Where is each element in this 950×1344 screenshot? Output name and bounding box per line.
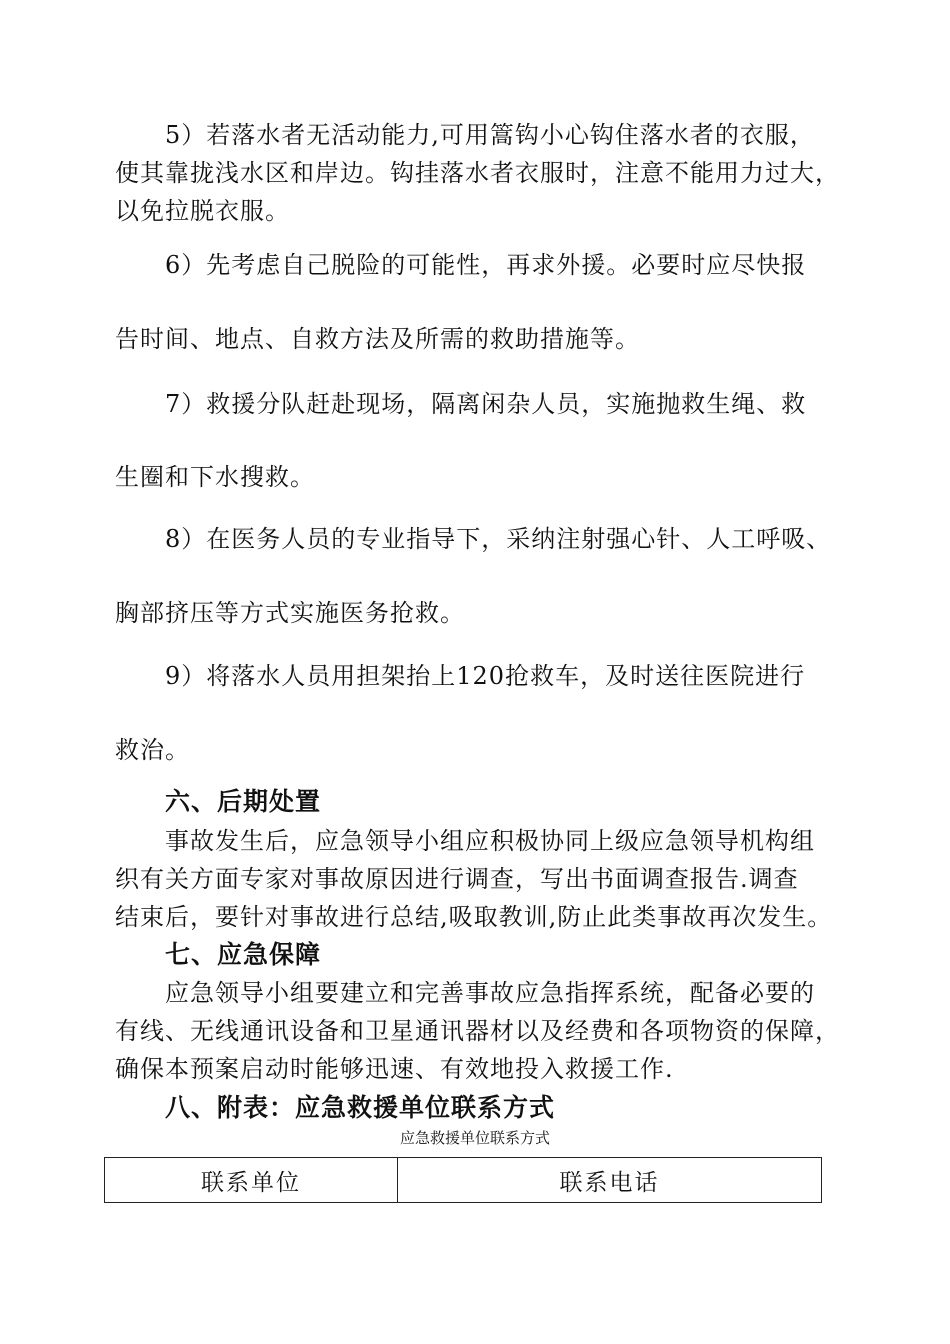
section-7-line-3: 确保本预案启动时能够迅速、有效地投入救援工作. bbox=[115, 1055, 674, 1083]
column-header-phone: 联系电话 bbox=[398, 1158, 822, 1203]
p9-line-2: 救治。 bbox=[115, 736, 190, 764]
p7-line-2: 生圈和下水搜救。 bbox=[115, 463, 315, 491]
table-header-row bbox=[105, 1158, 822, 1203]
section-7-line-2: 有线、无线通讯设备和卫星通讯器材以及经费和各项物资的保障， bbox=[115, 1017, 840, 1045]
p7-line-1: 7）救援分队赶赴现场，隔离闲杂人员，实施抛救生绳、救 bbox=[165, 390, 807, 418]
p5-line-2: 使其靠拢浅水区和岸边。钩挂落水者衣服时，注意不能用力过大， bbox=[115, 159, 840, 187]
section-6-heading: 六、后期处置 bbox=[165, 787, 322, 816]
contacts-table bbox=[104, 1157, 822, 1203]
section-6-line-2: 织有关方面专家对事故原因进行调查，写出书面调查报告.调查 bbox=[115, 865, 799, 893]
section-8-heading: 八、附表：应急救援单位联系方式 bbox=[165, 1093, 556, 1122]
p8-line-2: 胸部挤压等方式实施医务抢救。 bbox=[115, 599, 465, 627]
section-7-line-1: 应急领导小组要建立和完善事故应急指挥系统，配备必要的 bbox=[165, 979, 815, 1007]
p8-line-1: 8）在医务人员的专业指导下，采纳注射强心针、人工呼吸、 bbox=[165, 525, 832, 553]
p6-line-2: 告时间、地点、自救方法及所需的救助措施等。 bbox=[115, 325, 640, 353]
column-header-unit: 联系单位 bbox=[105, 1158, 398, 1203]
p9-line-1: 9）将落水人员用担架抬上120抢救车，及时送往医院进行 bbox=[165, 662, 806, 690]
p5-line-3: 以免拉脱衣服。 bbox=[115, 197, 290, 225]
p5-line-1: 5）若落水者无活动能力,可用篙钩小心钩住落水者的衣服， bbox=[165, 121, 815, 149]
table-caption: 应急救援单位联系方式 bbox=[399, 1129, 550, 1147]
section-6-line-1: 事故发生后，应急领导小组应积极协同上级应急领导机构组 bbox=[165, 827, 815, 855]
p6-line-1: 6）先考虑自己脱险的可能性，再求外援。必要时应尽快报 bbox=[165, 251, 807, 279]
section-7-heading: 七、应急保障 bbox=[165, 940, 322, 969]
section-6-line-3: 结束后，要针对事故进行总结,吸取教训,防止此类事故再次发生。 bbox=[115, 903, 833, 931]
